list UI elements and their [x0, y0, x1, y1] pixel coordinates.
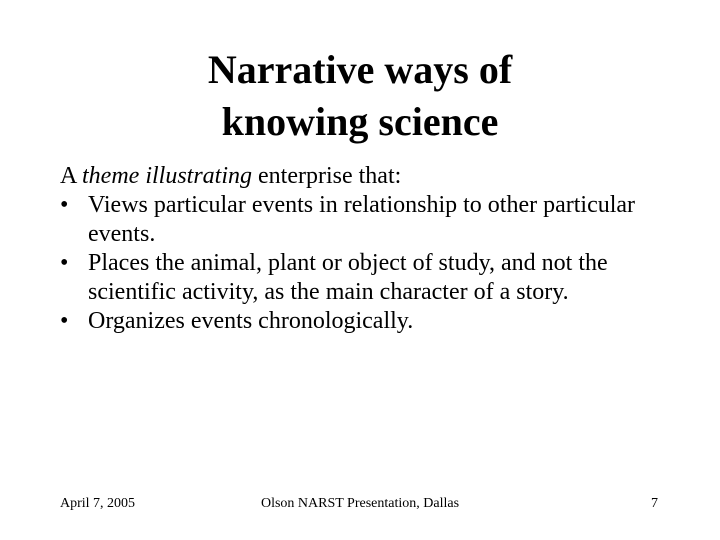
slide-title	[0, 44, 720, 148]
bullet-text: Organizes events chronologically.	[88, 308, 414, 334]
footer-presentation-title: Olson NARST Presentation, Dallas	[260, 496, 460, 511]
bullet-list	[60, 191, 680, 336]
title-line-2: knowing science	[221, 99, 499, 144]
bullet-icon: •	[60, 250, 69, 276]
title-line-1: Narrative ways of	[207, 47, 513, 92]
bullet-item	[60, 191, 680, 249]
bullet-item	[60, 249, 680, 307]
intro-emphasis: theme illustrating	[82, 163, 253, 189]
slide-body	[60, 162, 680, 336]
bullet-icon: •	[60, 192, 69, 218]
bullet-text: Views particular events in relationship to other particular events.	[88, 192, 636, 247]
intro-prefix: A	[60, 163, 83, 189]
bullet-icon: •	[60, 308, 69, 334]
intro-text	[60, 162, 680, 191]
intro-suffix: enterprise that:	[252, 163, 402, 189]
footer-page-number: 7	[651, 496, 658, 511]
bullet-text: Places the animal, plant or object of study, and not the scientific activity, as the main character of a story.	[88, 250, 608, 305]
footer-date: April 7, 2005	[60, 496, 136, 511]
bullet-item	[60, 307, 680, 336]
